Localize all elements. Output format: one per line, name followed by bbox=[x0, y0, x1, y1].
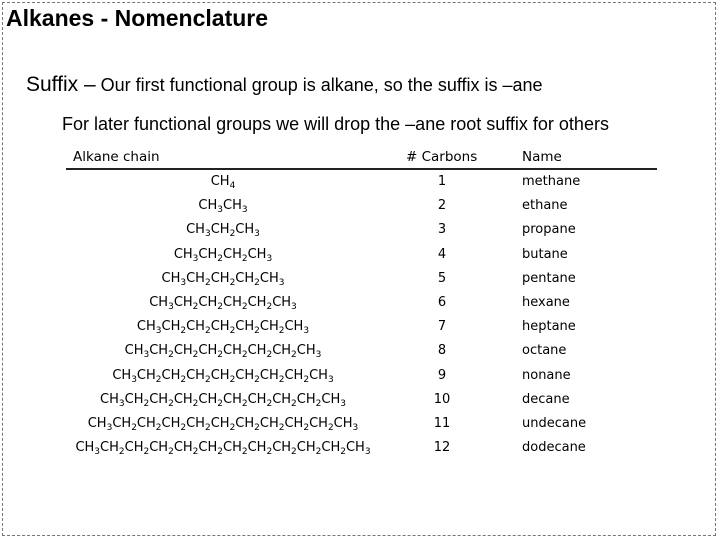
table-row bbox=[0, 194, 720, 218]
name-cell: butane bbox=[522, 246, 568, 262]
formula-cell: $CH_3CH_2CH_2CH_3$ bbox=[173, 246, 273, 264]
later-groups-note: For later functional groups we will drop the –ane root suffix for others bbox=[62, 114, 609, 134]
formula-cell: $CH_3CH_2CH_2CH_2CH_2CH_2CH_2CH_2CH_2CH_3$ bbox=[100, 391, 346, 409]
carbons-cell: 10 bbox=[433, 391, 451, 407]
carbons-cell: 2 bbox=[437, 198, 447, 214]
table-row bbox=[0, 218, 720, 242]
suffix-statement bbox=[26, 73, 543, 97]
header-name: Name bbox=[522, 149, 562, 165]
table-row bbox=[0, 291, 720, 315]
formula-cell: $CH_3CH_2CH_2CH_2CH_2CH_2CH_2CH_2CH_3$ bbox=[112, 367, 334, 385]
header-carbons: # Carbons bbox=[406, 149, 478, 165]
name-cell: propane bbox=[522, 222, 576, 238]
formula-cell: $CH_3CH_2CH_2CH_2CH_2CH_2CH_3$ bbox=[136, 319, 310, 337]
alkane-table bbox=[0, 146, 720, 458]
name-cell: dodecane bbox=[522, 440, 586, 456]
table-row bbox=[0, 267, 720, 291]
formula-cell: $CH_3CH_2CH_2CH_2CH_3$ bbox=[161, 270, 285, 288]
formula-cell: $CH_3CH_2CH_2CH_2CH_2CH_3$ bbox=[149, 294, 297, 312]
name-cell: ethane bbox=[522, 198, 568, 214]
formula-cell: $CH_4$ bbox=[210, 174, 236, 191]
name-cell: hexane bbox=[522, 294, 570, 310]
carbons-cell: 7 bbox=[437, 319, 447, 335]
table-body bbox=[0, 170, 720, 460]
carbons-cell: 6 bbox=[437, 294, 447, 310]
table-row bbox=[0, 364, 720, 388]
name-cell: methane bbox=[522, 174, 581, 189]
carbons-cell: 3 bbox=[437, 222, 447, 238]
carbons-cell: 5 bbox=[437, 270, 447, 286]
table-row bbox=[0, 243, 720, 267]
formula-cell: $CH_3CH_3$ bbox=[198, 198, 248, 216]
formula-cell: $CH_3CH_2CH_2CH_2CH_2CH_2CH_2CH_2CH_2CH_2CH_2CH_3$ bbox=[75, 440, 371, 458]
carbons-cell: 12 bbox=[433, 440, 451, 456]
table-row bbox=[0, 412, 720, 436]
carbons-cell: 9 bbox=[437, 367, 447, 383]
suffix-lead: Suffix – bbox=[26, 73, 96, 96]
table-row bbox=[0, 170, 720, 194]
header-alkane-chain: Alkane chain bbox=[73, 149, 160, 165]
name-cell: heptane bbox=[522, 319, 576, 335]
name-cell: nonane bbox=[522, 367, 571, 383]
table-row bbox=[0, 388, 720, 412]
name-cell: octane bbox=[522, 343, 567, 359]
name-cell: undecane bbox=[522, 415, 587, 431]
name-cell: pentane bbox=[522, 270, 576, 286]
carbons-cell: 11 bbox=[433, 415, 451, 431]
slide-title: Alkanes - Nomenclature bbox=[6, 5, 269, 31]
carbons-cell: 4 bbox=[437, 246, 447, 262]
table-row bbox=[0, 436, 720, 460]
table-row bbox=[0, 339, 720, 363]
formula-cell: $CH_3CH_2CH_2CH_2CH_2CH_2CH_2CH_2CH_2CH_2CH_3$ bbox=[87, 415, 359, 433]
carbons-cell: 8 bbox=[437, 343, 447, 359]
suffix-text: Our first functional group is alkane, so the suffix is –ane bbox=[95, 75, 543, 95]
name-cell: decane bbox=[522, 391, 570, 407]
formula-cell: $CH_3CH_2CH_2CH_2CH_2CH_2CH_2CH_3$ bbox=[124, 343, 322, 361]
carbons-cell: 1 bbox=[437, 174, 447, 189]
table-header bbox=[0, 146, 720, 168]
table-row bbox=[0, 315, 720, 339]
formula-cell: $CH_3CH_2CH_3$ bbox=[186, 222, 260, 240]
